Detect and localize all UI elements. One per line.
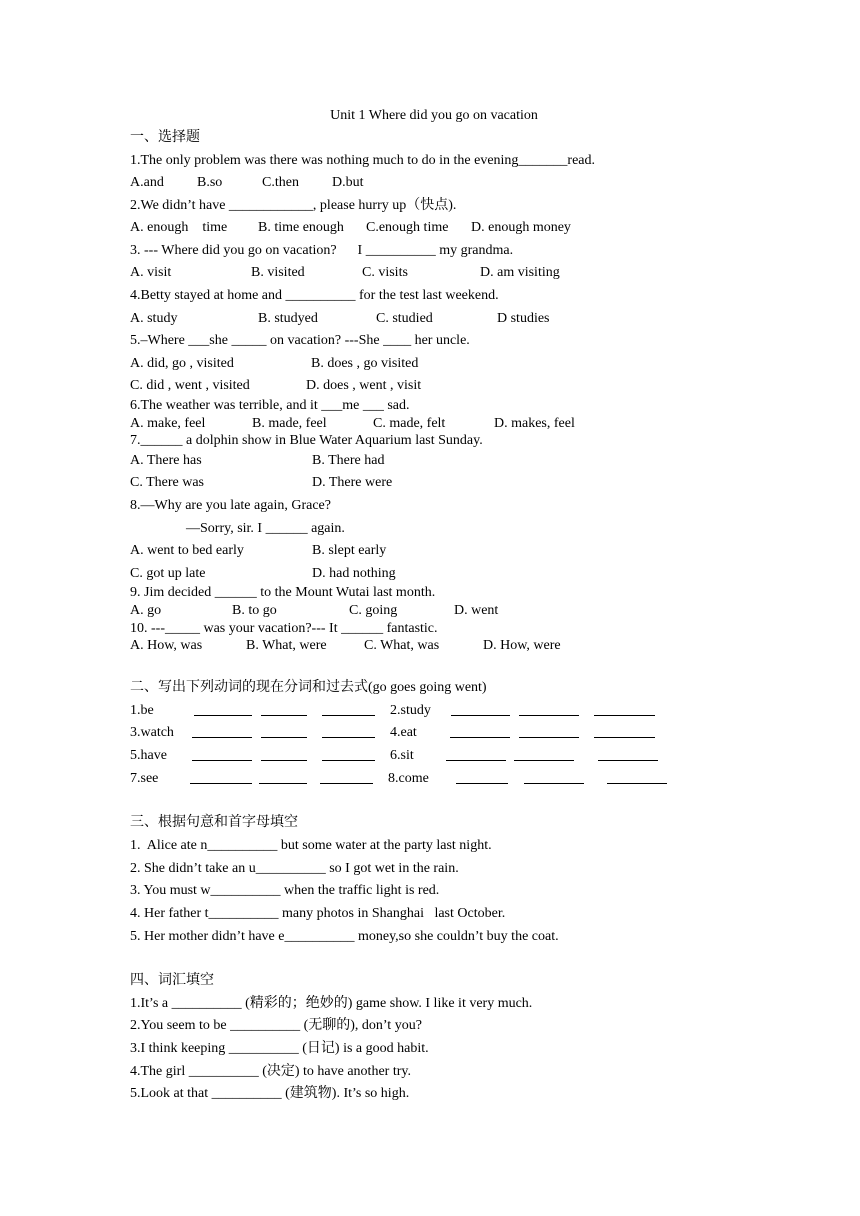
- q9-option-a: A. go: [130, 603, 162, 618]
- q10-option-b: B. What, were: [246, 638, 327, 653]
- q7-option-d: D. There were: [312, 475, 393, 490]
- verb-have-blank-2[interactable]: [261, 748, 307, 761]
- verb-see-blank-1[interactable]: [190, 771, 252, 784]
- verb-see: 7.see: [130, 771, 159, 786]
- question-9: 9. Jim decided ______ to the Mount Wutai last month.: [130, 585, 436, 600]
- question-10: 10. ---_____ was your vacation?--- It ______ fantastic.: [130, 621, 438, 636]
- verb-eat: 4.eat: [390, 725, 417, 740]
- verb-eat-blank-3[interactable]: [594, 725, 655, 738]
- q3-option-d: D. am visiting: [480, 265, 560, 280]
- vocab-item-1: 1.It’s a __________ (精彩的；绝妙的) game show. I like it very much.: [130, 996, 533, 1011]
- q1-option-d: D.but: [332, 175, 364, 190]
- question-2: 2.We didn’t have ____________, please hurry up（快点).: [130, 198, 457, 213]
- section3-heading: 三、根据句意和首字母填空: [130, 815, 298, 830]
- verb-be-blank-1[interactable]: [194, 703, 252, 716]
- q1-option-a: A.and: [130, 175, 164, 190]
- fill-item-4: 4. Her father t__________ many photos in Shanghai last October.: [130, 906, 506, 921]
- q6-option-d: D. makes, feel: [494, 416, 575, 431]
- verb-come: 8.come: [388, 771, 429, 786]
- verb-be: 1.be: [130, 703, 154, 718]
- q2-option-d: D. enough money: [471, 220, 571, 235]
- verb-sit-blank-1[interactable]: [446, 748, 506, 761]
- q9-option-b: B. to go: [232, 603, 277, 618]
- q1-option-c: C.then: [262, 175, 299, 190]
- q10-option-c: C. What, was: [364, 638, 440, 653]
- question-8: 8.—Why are you late again, Grace?: [130, 498, 331, 513]
- verb-see-blank-3[interactable]: [320, 771, 373, 784]
- fill-item-2: 2. She didn’t take an u__________ so I got wet in the rain.: [130, 861, 459, 876]
- verb-watch-blank-2[interactable]: [261, 725, 307, 738]
- verb-come-blank-3[interactable]: [607, 771, 667, 784]
- q10-option-a: A. How, was: [130, 638, 203, 653]
- question-6: 6.The weather was terrible, and it ___me ___ sad.: [130, 398, 410, 413]
- q4-option-d: D studies: [497, 311, 550, 326]
- verb-sit: 6.sit: [390, 748, 414, 763]
- q5-option-d: D. does , went , visit: [306, 378, 422, 393]
- q8-option-b: B. slept early: [312, 543, 387, 558]
- q8-option-c: C. got up late: [130, 566, 206, 581]
- verb-be-blank-2[interactable]: [261, 703, 307, 716]
- fill-item-3: 3. You must w__________ when the traffic light is red.: [130, 883, 440, 898]
- q7-option-c: C. There was: [130, 475, 204, 490]
- q5-option-a: A. did, go , visited: [130, 356, 234, 371]
- q3-option-b: B. visited: [251, 265, 305, 280]
- question-7: 7.______ a dolphin show in Blue Water Aquarium last Sunday.: [130, 433, 483, 448]
- fill-item-5: 5. Her mother didn’t have e__________ money,so she couldn’t buy the coat.: [130, 929, 559, 944]
- fill-item-1: 1. Alice ate n__________ but some water at the party last night.: [130, 838, 492, 853]
- question-8-response: —Sorry, sir. I ______ again.: [186, 521, 345, 536]
- worksheet-title: Unit 1 Where did you go on vacation: [330, 108, 538, 123]
- q4-option-b: B. studyed: [258, 311, 318, 326]
- q8-option-d: D. had nothing: [312, 566, 396, 581]
- section1-heading: 一、选择题: [130, 130, 200, 145]
- question-5: 5.–Where ___she _____ on vacation? ---She ____ her uncle.: [130, 333, 470, 348]
- question-1: 1.The only problem was there was nothing much to do in the evening_______read.: [130, 153, 596, 168]
- verb-be-blank-3[interactable]: [322, 703, 375, 716]
- verb-see-blank-2[interactable]: [259, 771, 307, 784]
- q2-option-b: B. time enough: [258, 220, 344, 235]
- q5-option-c: C. did , went , visited: [130, 378, 250, 393]
- q9-option-c: C. going: [349, 603, 398, 618]
- question-4: 4.Betty stayed at home and __________ for the test last weekend.: [130, 288, 499, 303]
- q2-option-a: A. enough time: [130, 220, 228, 235]
- verb-eat-blank-2[interactable]: [519, 725, 579, 738]
- q3-option-a: A. visit: [130, 265, 172, 280]
- verb-study-blank-1[interactable]: [451, 703, 510, 716]
- q10-option-d: D. How, were: [483, 638, 561, 653]
- section4-heading: 四、词汇填空: [130, 973, 214, 988]
- q6-option-b: B. made, feel: [252, 416, 327, 431]
- q9-option-d: D. went: [454, 603, 499, 618]
- verb-come-blank-1[interactable]: [456, 771, 508, 784]
- q2-option-c: C.enough time: [366, 220, 449, 235]
- q8-option-a: A. went to bed early: [130, 543, 244, 558]
- verb-have-blank-1[interactable]: [192, 748, 252, 761]
- vocab-item-3: 3.I think keeping __________ (日记) is a good habit.: [130, 1041, 429, 1056]
- verb-watch-blank-3[interactable]: [322, 725, 375, 738]
- q7-option-b: B. There had: [312, 453, 385, 468]
- vocab-item-4: 4.The girl __________ (决定) to have another try.: [130, 1064, 411, 1079]
- verb-eat-blank-1[interactable]: [450, 725, 510, 738]
- verb-watch: 3.watch: [130, 725, 174, 740]
- verb-study: 2.study: [390, 703, 431, 718]
- verb-study-blank-2[interactable]: [519, 703, 579, 716]
- q3-option-c: C. visits: [362, 265, 408, 280]
- verb-sit-blank-2[interactable]: [514, 748, 574, 761]
- verb-study-blank-3[interactable]: [594, 703, 655, 716]
- verb-sit-blank-3[interactable]: [598, 748, 658, 761]
- q5-option-b: B. does , go visited: [311, 356, 419, 371]
- vocab-item-5: 5.Look at that __________ (建筑物). It’s so high.: [130, 1086, 410, 1101]
- q6-option-c: C. made, felt: [373, 416, 446, 431]
- verb-come-blank-2[interactable]: [524, 771, 584, 784]
- question-3: 3. --- Where did you go on vacation? I __________ my grandma.: [130, 243, 514, 258]
- q4-option-a: A. study: [130, 311, 178, 326]
- verb-have: 5.have: [130, 748, 167, 763]
- q6-option-a: A. make, feel: [130, 416, 206, 431]
- q7-option-a: A. There has: [130, 453, 202, 468]
- section2-heading: 二、写出下列动词的现在分词和过去式(go goes going went): [130, 680, 487, 695]
- q4-option-c: C. studied: [376, 311, 433, 326]
- vocab-item-2: 2.You seem to be __________ (无聊的), don’t you?: [130, 1018, 422, 1033]
- verb-watch-blank-1[interactable]: [192, 725, 252, 738]
- q1-option-b: B.so: [197, 175, 223, 190]
- verb-have-blank-3[interactable]: [322, 748, 375, 761]
